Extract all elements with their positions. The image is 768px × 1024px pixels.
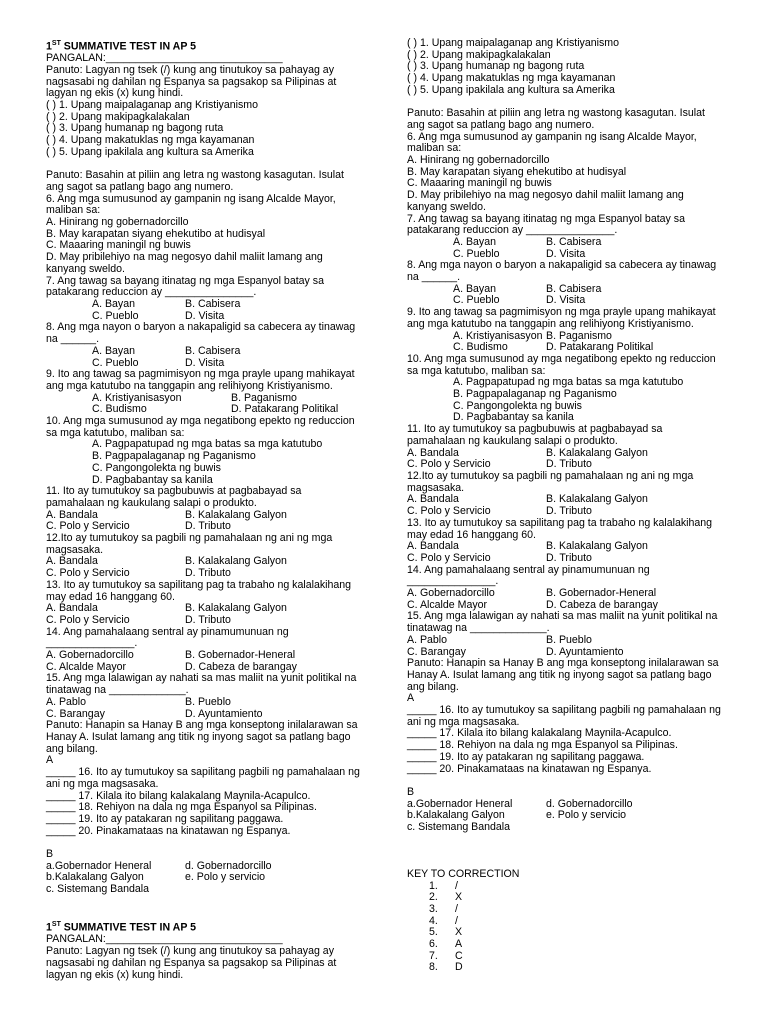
text-line: patakarang reduccion ay _______________. [46,286,257,299]
answer-value: D [455,961,463,974]
choice-b: B. Gobernador-Heneral [185,649,296,662]
choice-row [407,588,732,600]
choice-a: A. Bandala [46,508,98,521]
choice-b: D. Tributo [546,458,592,471]
spacer [407,775,732,787]
choice-b: D. Tributo [546,551,592,564]
text-line: ( ) 3. Upang humanap ng bagong ruta [46,122,224,135]
text-line: D. May pribilehiyo na mag negosyo dahil maliit lamang ang [46,251,323,264]
choice-a: C. Polo y Servicio [46,613,130,626]
text-line: _____ 18. Rehiyon na dala ng mga Espanyol sa Pilipinas. [46,801,317,814]
text-line: 6. Ang mga sumusunod ay gampanin ng isang Alcalde Mayor, [46,192,336,205]
choice-a: C. Polo y Servicio [46,520,130,533]
choice-b: B. Pueblo [185,695,231,708]
text-line: magsasaka. [46,543,104,556]
text-line: 14. Ang pamahalaang sentral ay pinamumunuan ng [407,563,650,576]
text-line: maliban sa: [46,204,101,217]
right-column [407,38,732,974]
choice-b: D. Visita [546,247,586,260]
choice-a: C. Budismo [453,341,508,354]
answer-key-item [407,904,732,916]
choice-b: B. Cabisera [546,235,602,248]
choice-a: C. Pueblo [453,294,500,307]
choice-row [46,299,371,311]
answer-value: A [455,938,463,951]
text-line: Panuto: Hanapin sa Hanay B ang mga konseptong inilalarawan sa [46,719,358,732]
text-line: ( ) 5. Upang ipakilala ang kultura sa Amerika [46,145,254,158]
text-line: A. Pagpapatupad ng mga batas sa mga katutubo [92,438,323,451]
text-line: ang sagot sa patlang bago ang numero. [407,118,595,131]
choice-b: D. Ayuntamiento [185,707,263,720]
choice-a: A. Bayan [92,344,135,357]
text-line: _____ 17. Kilala ito bilang kalakalang Maynila-Acapulco. [46,789,311,802]
choice-row [46,346,371,358]
text-line: 13. Ito ay tumutukoy sa sapilitang pag ta trabaho ng kalalakihang [46,578,352,591]
text-line: _____ 16. Ito ay tumutukoy sa sapilitang pagbili ng pamahalaan ng [46,766,360,779]
text-line: maliban sa: [407,142,462,155]
text-line: pamahalaan ng kaukulang salapi o produkto. [407,434,618,447]
choice-a: A. Kristiyanisasyon [453,329,543,342]
choice-b: B. Kalakalang Galyon [185,602,287,615]
text-line: kanyang sweldo. [407,200,486,213]
text-line: C. Maaaring maningil ng buwis [407,177,552,190]
text-line: c. Sistemang Bandala [407,821,511,834]
choice-a: C. Alcalde Mayor [407,598,488,611]
text-line: 7. Ang tawag sa bayang itinatag ng mga Espanyol batay sa [407,212,685,225]
choice-b: D. Tributo [185,567,231,580]
text-line: Panuto: Basahin at piliin ang letra ng wastong kasagutan. Isulat [407,107,706,120]
text-line: 9. Ito ang tawag sa pagmimisyon ng mga prayle upang mahikayat [407,306,716,319]
text-line: 11. Ito ay tumutukoy sa pagbubuwis at pagbabayad sa [46,485,302,498]
text-line: PANGALAN:______________________________ [46,933,283,946]
choice-a: a.Gobernador Heneral [407,797,513,810]
choice-b: B. Cabisera [546,282,602,295]
choice-b: D. Cabeza de barangay [185,660,297,673]
text-line: tinatawag na _____________. [407,622,550,635]
text-line: 7. Ang tawag sa bayang itinatag ng mga Espanyol batay sa [46,274,324,287]
text-line: 10. Ang mga sumusunod ay mga negatibong epekto ng reduccion [46,415,355,428]
choice-b: D. Ayuntamiento [546,645,624,658]
choice-b: d. Gobernadorcillo [185,859,272,872]
choice-a: C. Polo y Servicio [407,458,491,471]
text-line: 15. Ang mga lalawigan ay nahati sa mas maliit na yunit politikal na [46,672,357,685]
answer-value: X [455,926,463,939]
choice-b: B. Kalakalang Galyon [546,540,648,553]
text-line: 12.Ito ay tumutukoy sa pagbili ng pamahalaan ng ani ng mga [407,470,694,482]
text-line: B. Pagpapalaganap ng Paganismo [92,450,256,463]
text-line: patakarang reduccion ay _______________. [407,224,618,237]
text-line: nagsasabi ng dahilan ng Espanya sa pagsakop sa Pilipinas at [46,75,337,88]
choice-b: B. Cabisera [185,297,241,310]
text-line: kanyang sweldo. [46,262,125,275]
text-line: ang bilang. [46,742,98,755]
text-line: 6. Ang mga sumusunod ay gampanin ng isang Alcalde Mayor, [407,130,697,143]
text-line: na ______. [407,271,461,284]
choice-b: D. Visita [185,309,225,322]
text-line: 10. Ang mga sumusunod ay mga negatibong epekto ng reduccion [407,352,716,365]
choice-a: A. Gobernadorcillo [407,587,495,600]
text-line: ani ng mga magsasaka. [407,715,520,728]
text-line: 14. Ang pamahalaang sentral ay pinamumunuan ng [46,625,289,638]
choice-a: A. Bandala [407,446,459,459]
choice-a: A. Bayan [453,235,496,248]
choice-b: B. Paganismo [546,329,612,342]
choice-a: A. Bayan [453,282,496,295]
choice-a: C. Budismo [92,403,147,416]
choice-b: e. Polo y servicio [546,809,627,822]
text-line: 12.Ito ay tumutukoy sa pagbili ng pamahalaan ng ani ng mga [46,532,333,545]
text-line: B. May karapatan siyang ehekutibo at hudisyal [46,227,266,240]
text-line: B [407,785,415,798]
text-line: Hanay A. Isulat lamang ang titik ng inyong sagot sa patlang bago [407,668,712,681]
answer-key-item [407,962,732,974]
text-line: Panuto: Basahin at piliin ang letra ng wastong kasagutan. Isulat [46,169,345,182]
spacer [407,834,732,846]
choice-a: A. Gobernadorcillo [46,649,134,662]
text-line: _____ 20. Pinakamataas na kinatawan ng Espanya. [407,762,652,775]
choice-a: A. Pablo [46,695,87,708]
text-line: 8. Ang mga nayon o baryon a nakapaligid sa cabecera ay tinawag [407,259,717,272]
test-title: 1ST SUMMATIVE TEST IN AP 5 [46,40,197,53]
answer-number: 2. [429,891,438,904]
text-line: A. Pagpapatupad ng mga batas sa mga katutubo [453,376,684,389]
choice-b: D. Visita [546,294,586,307]
text-line: na ______. [46,333,100,346]
choice-b: D. Patakarang Politikal [231,403,339,416]
choice-a: A. Kristiyanisasyon [92,391,182,404]
choice-a: A. Pablo [407,633,448,646]
text-line: _____ 19. Ito ay patakaran ng sapilitang paggawa. [407,750,645,763]
choice-b: B. Gobernador-Heneral [546,587,657,600]
test-title: 1ST SUMMATIVE TEST IN AP 5 [46,921,197,934]
choice-b: D. Tributo [185,613,231,626]
choice-a: C. Polo y Servicio [407,505,491,518]
text-line: PANGALAN:______________________________ [46,52,283,65]
spacer [407,845,732,857]
choice-a: A. Bandala [407,493,459,506]
choice-b: D. Cabeza de barangay [546,598,658,611]
text-line: ( ) 4. Upang makatuklas ng mga kayamanan [407,72,616,85]
text-line: D. May pribilehiyo na mag negosyo dahil maliit lamang ang [407,189,684,202]
text-line: ang mga katutubo na tanggapin ang relihiyong Kristiyanismo. [407,317,694,330]
answer-number: 7. [429,949,438,962]
choice-a: C. Pueblo [92,309,139,322]
spacer [46,896,371,908]
text-line: _____ 17. Kilala ito bilang kalakalang Maynila-Acapulco. [407,727,672,740]
answer-key-item [407,939,732,951]
choice-b: B. Pueblo [546,633,592,646]
choice-a: C. Pueblo [453,247,500,260]
choice-b: B. Kalakalang Galyon [185,555,287,568]
text-line: ( ) 4. Upang makatuklas ng mga kayamanan [46,134,255,147]
answer-value: / [455,914,458,927]
text-line: Panuto: Lagyan ng tsek (/) kung ang tinutukoy sa pahayag ay [46,945,334,958]
text-line: ang sagot sa patlang bago ang numero. [46,180,234,193]
text-line: ( ) 1. Upang maipalaganap ang Kristiyanismo [407,37,619,49]
choice-a: A. Bayan [92,297,135,310]
spacer [46,837,371,849]
answer-value: C [455,949,463,962]
text-line: 11. Ito ay tumutukoy sa pagbubuwis at pagbabayad sa [407,423,663,436]
answer-number: 6. [429,938,438,951]
text-line: ani ng mga magsasaka. [46,777,159,790]
text-line: B. May karapatan siyang ehekutibo at hudisyal [407,165,627,178]
choice-a: A. Bandala [407,540,459,553]
text-line: C. Maaaring maningil ng buwis [46,239,191,252]
answer-number: 5. [429,926,438,939]
choice-a: C. Alcalde Mayor [46,660,127,673]
text-line: ( ) 3. Upang humanap ng bagong ruta [407,60,585,73]
left-column [46,38,371,981]
answer-number: 3. [429,902,438,915]
answer-value: X [455,891,463,904]
choice-a: A. Bandala [46,602,98,615]
text-line: D. Pagbabantay sa kanila [453,411,574,424]
choice-a: b.Kalakalang Galyon [46,871,144,884]
choice-a: C. Barangay [46,707,105,720]
text-line: Panuto: Hanapin sa Hanay B ang mga konseptong inilalarawan sa [407,657,719,670]
text-line: lagyan ng ekis (x) kung hindi. [46,968,184,981]
text-line: 8. Ang mga nayon o baryon a nakapaligid sa cabecera ay tinawag [46,321,356,334]
choice-b: B. Kalakalang Galyon [546,446,648,459]
spacer [46,908,371,920]
text-line: tinatawag na _____________. [46,684,189,697]
text-line: A [46,754,54,767]
choice-b: D. Tributo [546,505,592,518]
text-line: Panuto: Lagyan ng tsek (/) kung ang tinutukoy sa pahayag ay [46,63,334,76]
answer-number: 1. [429,879,438,892]
text-line: ( ) 1. Upang maipalaganap ang Kristiyanismo [46,99,258,112]
text-line: D. Pagbabantay sa kanila [92,473,213,486]
choice-a: C. Polo y Servicio [407,551,491,564]
choice-row [46,615,371,627]
text-line: _____ 18. Rehiyon na dala ng mga Espanyol sa Pilipinas. [407,739,678,752]
text-line: _____ 19. Ito ay patakaran ng sapilitang paggawa. [46,812,284,825]
text-line: _______________. [46,637,138,650]
choice-b: D. Tributo [185,520,231,533]
choice-b: e. Polo y servicio [185,871,266,884]
text-line: lagyan ng ekis (x) kung hindi. [46,87,184,100]
choice-row [407,237,732,249]
text-line: A [407,692,415,705]
choice-b: d. Gobernadorcillo [546,797,633,810]
text-line: ( ) 2. Upang makipagkalakalan [407,48,551,61]
text-line: nagsasabi ng dahilan ng Espanya sa pagsakop sa Pilipinas at [46,956,337,969]
text-line: magsasaka. [407,481,465,494]
choice-b: D. Visita [185,356,225,369]
text-line: c. Sistemang Bandala [46,883,150,896]
choice-a: C. Pueblo [92,356,139,369]
text-line: sa mga katutubo, maliban sa: [407,364,546,377]
text-line: ang mga katutubo na tanggapin ang relihiyong Kristiyanismo. [46,379,333,392]
choice-row [407,635,732,647]
text-line: 15. Ang mga lalawigan ay nahati sa mas maliit na yunit politikal na [407,610,718,623]
text-line: _______________. [407,575,499,588]
text-line: _____ 16. Ito ay tumutukoy sa sapilitang pagbili ng pamahalaan ng [407,704,721,717]
choice-b: D. Patakarang Politikal [546,341,654,354]
text-line: Hanay A. Isulat lamang ang titik ng inyong sagot sa patlang bago [46,731,351,743]
text-line: 9. Ito ang tawag sa pagmimisyon ng mga prayle upang mahikayat [46,368,355,381]
text-line: KEY TO CORRECTION [407,867,520,880]
text-line: pamahalaan ng kaukulang salapi o produkto. [46,496,257,509]
text-line: may edad 16 hanggang 60. [46,590,175,603]
choice-a: a.Gobernador Heneral [46,859,152,872]
answer-number: 4. [429,914,438,927]
choice-a: b.Kalakalang Galyon [407,809,505,822]
choice-row [46,697,371,709]
answer-value: / [455,902,458,915]
text-line: ang bilang. [407,680,459,693]
text-line: may edad 16 hanggang 60. [407,528,536,541]
text-line: sa mga katutubo, maliban sa: [46,426,185,439]
answer-value: / [455,879,458,892]
choice-b: B. Kalakalang Galyon [546,493,648,506]
choice-b: B. Cabisera [185,344,241,357]
text-line: ( ) 5. Upang ipakilala ang kultura sa Amerika [407,83,615,96]
choice-b: B. Kalakalang Galyon [185,508,287,521]
text-line: ( ) 2. Upang makipagkalakalan [46,110,190,123]
choice-row [407,553,732,565]
text-line: C. Pangongolekta ng buwis [92,461,221,474]
choice-b: B. Paganismo [231,391,297,404]
text-line: _____ 20. Pinakamataas na kinatawan ng Espanya. [46,824,291,837]
text-line: 13. Ito ay tumutukoy sa sapilitang pag ta trabaho ng kalalakihang [407,516,713,529]
text-line: C. Pangongolekta ng buwis [453,399,582,412]
text-line: A. Hinirang ng gobernadorcillo [407,154,550,167]
answer-number: 8. [429,961,438,974]
text-line: B [46,848,54,861]
text-line: B. Pagpapalaganap ng Paganismo [453,388,617,401]
text-line: A. Hinirang ng gobernadorcillo [46,216,189,229]
choice-a: A. Bandala [46,555,98,568]
choice-a: C. Polo y Servicio [46,567,130,580]
choice-a: C. Barangay [407,645,466,658]
